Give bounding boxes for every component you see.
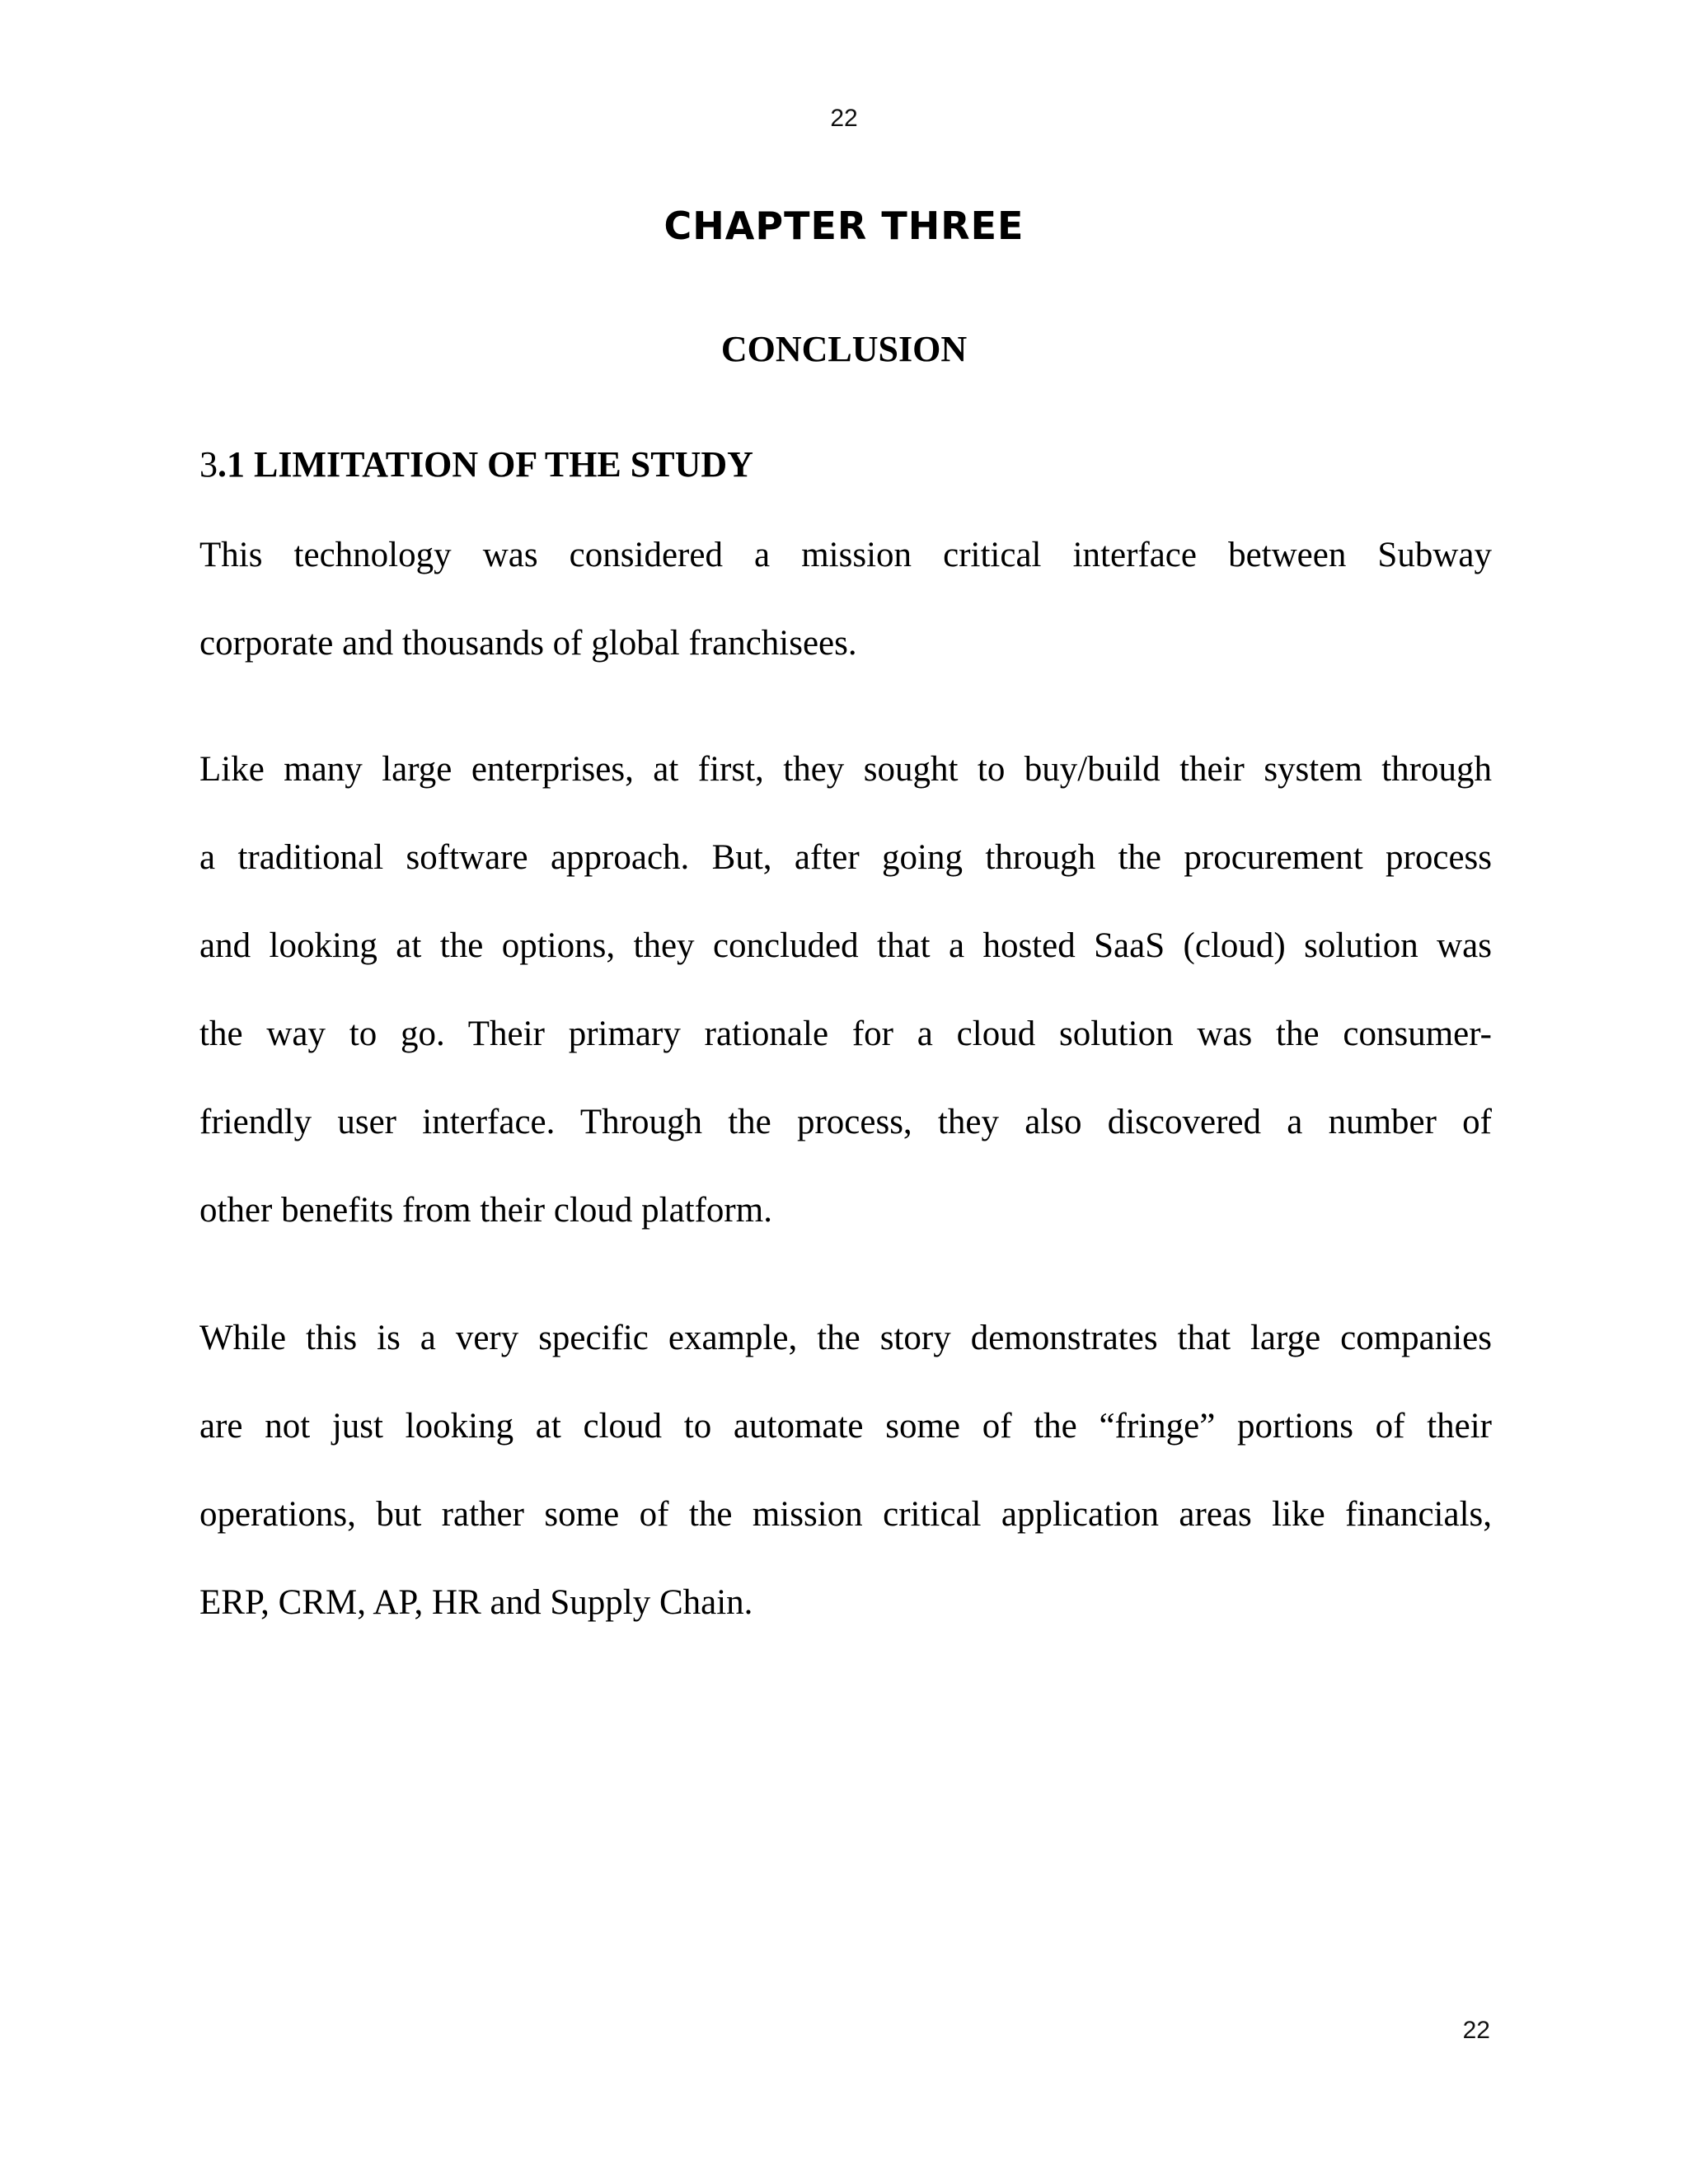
- paragraph-3: [199, 1294, 1492, 1647]
- paragraph-line: ERP, CRM, AP, HR and Supply Chain.: [199, 1583, 753, 1622]
- page-number-bottom: 22: [1462, 2017, 1490, 2044]
- paragraph-line: operations, but rather some of the mission critical application areas like financials,: [199, 1495, 1492, 1534]
- paragraph-line: corporate and thousands of global franchisees.: [199, 624, 857, 663]
- paragraph-line: Like many large enterprises, at first, they sought to buy/build their system through: [199, 750, 1492, 789]
- paragraph-line: the way to go. Their primary rationale for a cloud solution was the consumer-: [199, 1015, 1492, 1053]
- paragraph-line: While this is a very specific example, the story demonstrates that large companies: [199, 1319, 1492, 1357]
- paragraph-line: a traditional software approach. But, after going through the procurement process: [199, 838, 1492, 877]
- page-number-top: 22: [830, 105, 858, 132]
- paragraph-line: and looking at the options, they concluded that a hosted SaaS (cloud) solution was: [199, 926, 1492, 965]
- section-heading: [199, 442, 753, 488]
- paragraph-line: are not just looking at cloud to automate some of the “fringe” portions of their: [199, 1407, 1492, 1446]
- paragraph-2: [199, 725, 1492, 1254]
- chapter-title: CHAPTER THREE: [663, 204, 1025, 248]
- paragraph-line: This technology was considered a mission critical interface between Subway: [199, 536, 1492, 574]
- paragraph-line: friendly user interface. Through the process, they also discovered a number of: [199, 1103, 1492, 1141]
- paragraph-line: other benefits from their cloud platform.: [199, 1191, 772, 1230]
- chapter-subtitle: CONCLUSION: [720, 329, 968, 369]
- section-title: .1 LIMITATION OF THE STUDY: [218, 444, 753, 485]
- section-number: 3: [199, 444, 218, 485]
- paragraph-1: [199, 511, 1492, 687]
